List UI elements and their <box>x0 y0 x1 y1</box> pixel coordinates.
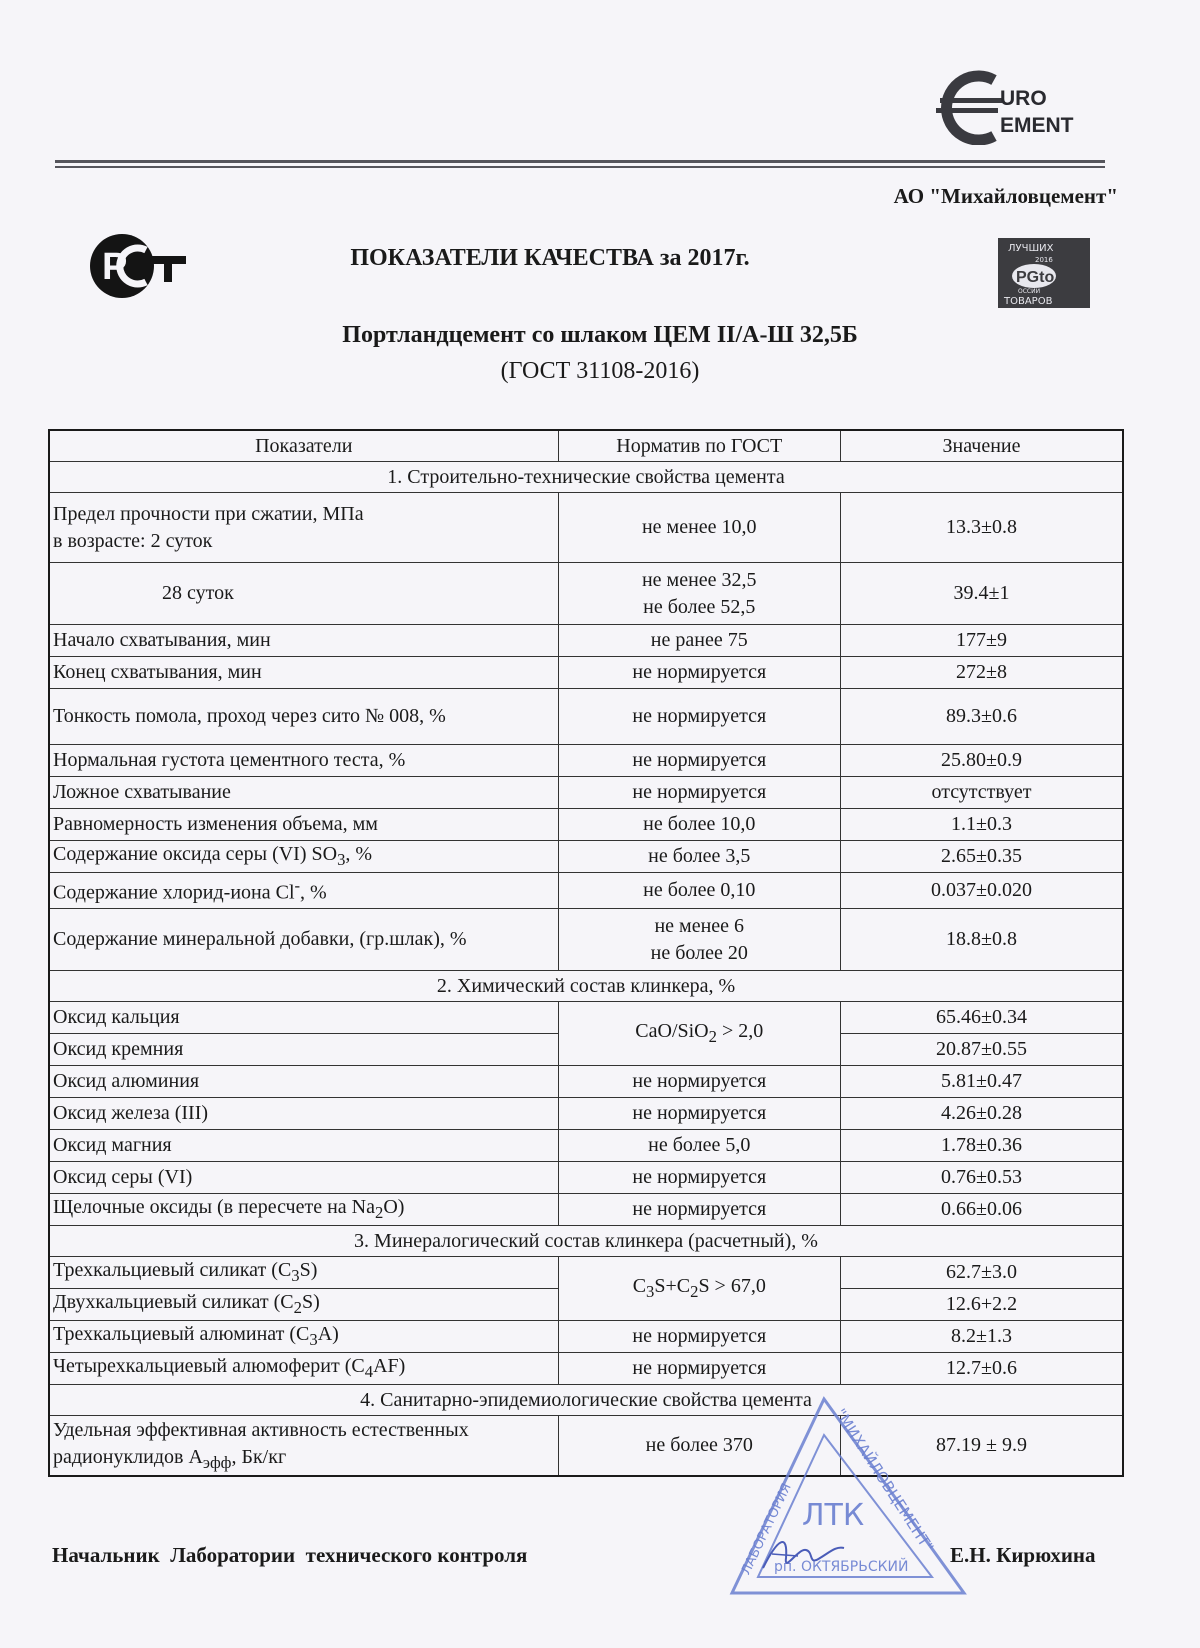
row-norm: не нормируется <box>558 1066 841 1098</box>
stamp-left-text: ЛАБОРАТОРИЯ <box>738 1481 795 1578</box>
row-name: Содержание хлорид-иона Cl-, % <box>49 873 558 909</box>
badge-line3: ТОВАРОВ <box>1004 296 1053 307</box>
product-standard: (ГОСТ 31108-2016) <box>500 358 700 384</box>
row-value: 65.46±0.34 <box>841 1002 1123 1034</box>
badge-year: 2016 <box>1035 256 1053 264</box>
row-name: Оксид кальция <box>49 1002 558 1034</box>
row-name: Содержание минеральной добавки, (гр.шлак), % <box>49 909 558 971</box>
company-name: АО "Михайловцемент" <box>893 184 1118 208</box>
quality-table <box>48 429 1124 1477</box>
row-norm: не нормируется <box>558 689 841 745</box>
row-name: Щелочные оксиды (в пересчете на $Na_2O$) <box>49 1194 558 1226</box>
row-name: Четырехкальциевый алюмоферит $(C_4AF)$ <box>49 1353 558 1385</box>
table-row <box>49 841 1123 873</box>
euro-e-bar-2 <box>936 108 998 113</box>
row-norm-line1: не менее 32,5 <box>641 568 757 591</box>
col-header-value: Значение <box>841 430 1123 462</box>
row-norm: не нормируется <box>558 777 841 809</box>
row-norm: не более 5,0 <box>558 1130 841 1162</box>
stamp-bottom-text: рп. ОКТЯБРЬСКИЙ <box>774 1559 909 1575</box>
section-row <box>49 1226 1123 1257</box>
section-row <box>49 462 1123 493</box>
row-value: 2.65±0.35 <box>841 841 1123 873</box>
row-value: 39.4±1 <box>841 563 1123 625</box>
section-title-1: 1. Строительно-технические свойства цемента <box>49 462 1123 493</box>
section-title-2: 2. Химический состав клинкера, % <box>49 971 1123 1002</box>
row-norm-line2: не более 52,5 <box>643 595 756 618</box>
row-norm: не нормируется <box>558 1321 841 1353</box>
row-norm: не ранее 75 <box>558 625 841 657</box>
header-rule-bottom <box>55 166 1105 168</box>
row-name: Нормальная густота цементного теста, % <box>49 745 558 777</box>
table-row <box>49 1162 1123 1194</box>
row-norm: $C_3S+C_2S > 67,0$ <box>558 1257 841 1321</box>
row-name: Оксид железа (III) <box>49 1098 558 1130</box>
row-value: 0.66±0.06 <box>841 1194 1123 1226</box>
eurocement-logo <box>932 70 1102 145</box>
table-row <box>49 809 1123 841</box>
row-name: Тонкость помола, проход через сито № 008, % <box>49 689 558 745</box>
table-row <box>49 745 1123 777</box>
row-value: 89.3±0.6 <box>841 689 1123 745</box>
document-title: ПОКАЗАТЕЛИ КАЧЕСТВА за 2017г. <box>350 245 750 271</box>
row-value: 87.19 ± 9.9 <box>841 1416 1123 1476</box>
table-row <box>49 689 1123 745</box>
table-row <box>49 1066 1123 1098</box>
rst-certification-mark <box>88 230 188 302</box>
row-value: 8.2±1.3 <box>841 1321 1123 1353</box>
logo-text-line2: EMENT <box>1000 114 1074 137</box>
row-value: 4.26±0.28 <box>841 1098 1123 1130</box>
row-value: 272±8 <box>841 657 1123 689</box>
signatory-name: Е.Н. Кирюхина <box>950 1543 1096 1567</box>
row-name <box>49 493 558 563</box>
table-row <box>49 1130 1123 1162</box>
row-name: Оксид кремния <box>49 1034 558 1066</box>
row-name: Удельная эффективная активность естественных радионуклидов $A_{эфф}$, Бк/кг <box>49 1416 558 1476</box>
header-rule-top <box>55 160 1105 163</box>
best-goods-badge <box>998 238 1090 308</box>
row-name: Содержание оксида серы (VI) $SO_3$, % <box>49 841 558 873</box>
row-norm: не более 10,0 <box>558 809 841 841</box>
table-row <box>49 657 1123 689</box>
row-norm: не нормируется <box>558 657 841 689</box>
row-norm: не менее 6 не более 20 <box>558 909 841 971</box>
col-header-indicator: Показатели <box>49 430 558 462</box>
table-row <box>49 1002 1123 1034</box>
col-header-norm: Норматив по ГОСТ <box>558 430 841 462</box>
table-row <box>49 1098 1123 1130</box>
row-value: 1.78±0.36 <box>841 1130 1123 1162</box>
signature <box>758 1528 848 1578</box>
table-row <box>49 873 1123 909</box>
table-row <box>49 493 1123 563</box>
row-name: Ложное схватывание <box>49 777 558 809</box>
row-name: Оксид магния <box>49 1130 558 1162</box>
table-row <box>49 1321 1123 1353</box>
row-name: Двухкальциевый силикат $(C_2S)$ <box>49 1289 558 1321</box>
stamp-center-text: ЛТК <box>802 1498 865 1533</box>
logo-text-line1: URO <box>1000 87 1047 110</box>
product-title: Портландцемент со шлаком ЦЕМ II/А-Ш 32,5Б <box>342 322 858 348</box>
row-name: Трехкальциевый силикат $(C_3S)$ <box>49 1257 558 1289</box>
stamp-top-text: "МИХАЙЛОВЦЕМЕНТ" <box>831 1405 938 1556</box>
row-name-line1: Предел прочности при сжатии, МПа <box>53 502 364 525</box>
table-row <box>49 1257 1123 1289</box>
row-name: Конец схватывания, мин <box>49 657 558 689</box>
row-norm: не нормируется <box>558 1194 841 1226</box>
row-value: 0.037±0.020 <box>841 873 1123 909</box>
table-row <box>49 563 1123 625</box>
row-norm: не менее 10,0 <box>558 493 841 563</box>
row-value: 12.7±0.6 <box>841 1353 1123 1385</box>
section-title-4: 4. Санитарно-эпидемиологические свойства цемента <box>49 1385 1123 1416</box>
badge-line2: ОССИИ <box>1018 288 1041 295</box>
section-row <box>49 971 1123 1002</box>
row-name: Трехкальциевый алюминат $(C_3A)$ <box>49 1321 558 1353</box>
row-value: 5.81±0.47 <box>841 1066 1123 1098</box>
signatory-position: Начальник Лаборатории технического контроля <box>52 1543 528 1567</box>
row-value: 62.7±3.0 <box>841 1257 1123 1289</box>
row-name: Оксид алюминия <box>49 1066 558 1098</box>
table-row <box>49 909 1123 971</box>
row-norm: не более 370 <box>558 1416 841 1476</box>
row-norm: не нормируется <box>558 1353 841 1385</box>
badge-line1: ЛУЧШИХ <box>1008 243 1054 254</box>
row-value: 0.76±0.53 <box>841 1162 1123 1194</box>
row-value: 1.1±0.3 <box>841 809 1123 841</box>
rst-mark-label: РСТ <box>88 230 90 231</box>
table-row <box>49 1194 1123 1226</box>
svg-text:Р: Р <box>102 246 128 288</box>
table-row <box>49 1353 1123 1385</box>
row-name: 28 суток <box>49 563 558 625</box>
row-value: 177±9 <box>841 625 1123 657</box>
row-name: Равномерность изменения объема, мм <box>49 809 558 841</box>
row-norm: не более 0,10 <box>558 873 841 909</box>
row-value: отсутствует <box>841 777 1123 809</box>
row-norm: не нормируется <box>558 1098 841 1130</box>
table-row <box>49 625 1123 657</box>
row-value: 18.8±0.8 <box>841 909 1123 971</box>
row-value: 20.87±0.55 <box>841 1034 1123 1066</box>
table-header-row <box>49 430 1123 462</box>
euro-e-bar-1 <box>940 98 1002 103</box>
row-name: Начало схватывания, мин <box>49 625 558 657</box>
row-value: 25.80±0.9 <box>841 745 1123 777</box>
row-value: 13.3±0.8 <box>841 493 1123 563</box>
row-norm: CaO/SiO$_2$ > 2,0 <box>558 1002 841 1066</box>
table-row <box>49 777 1123 809</box>
section-title-3: 3. Минералогический состав клинкера (расчетный), % <box>49 1226 1123 1257</box>
row-name: Оксид серы (VI) <box>49 1162 558 1194</box>
row-norm: не нормируется <box>558 1162 841 1194</box>
row-norm: не нормируется <box>558 745 841 777</box>
badge-logo: PGto <box>1016 269 1055 286</box>
row-name-line2: в возрасте: 2 суток <box>53 529 213 552</box>
row-norm: не более 3,5 <box>558 841 841 873</box>
row-norm <box>558 563 841 625</box>
row-value: 12.6+2.2 <box>841 1289 1123 1321</box>
